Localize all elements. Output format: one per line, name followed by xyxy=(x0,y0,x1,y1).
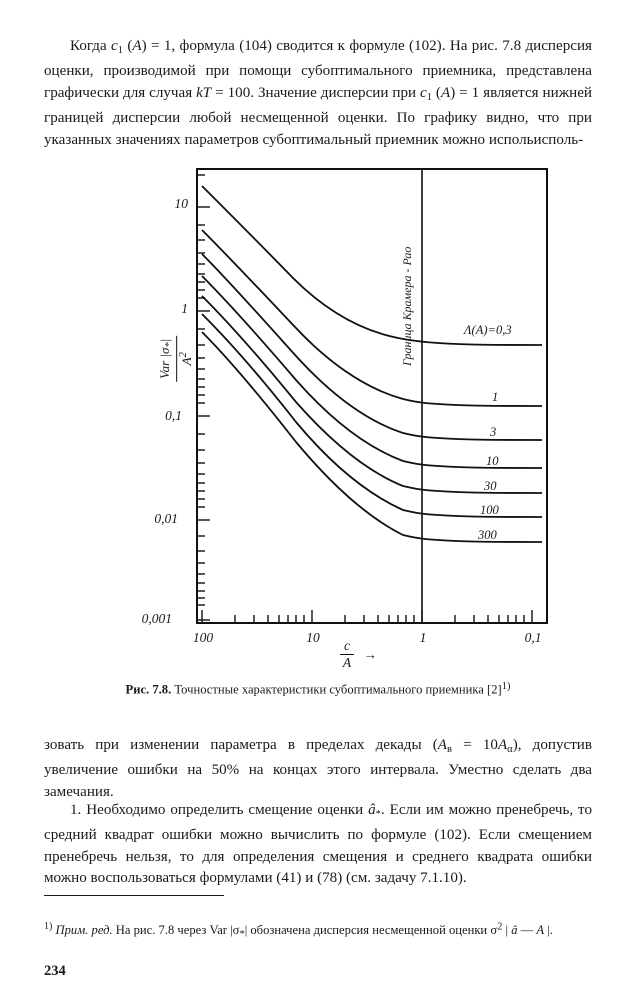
y-axis-ticks xyxy=(198,175,210,620)
y-tick-1: 1 xyxy=(181,301,188,316)
figure-caption xyxy=(52,678,584,699)
y-tick-0-1: 0,1 xyxy=(165,408,182,423)
footnote-rule xyxy=(44,895,224,896)
y-tick-0-001: 0,001 xyxy=(141,611,172,626)
figure-caption-text: Точностные характеристики субоптимального приемника [2] xyxy=(174,682,502,697)
figure-caption-footnote-marker: 1) xyxy=(501,681,511,692)
x-axis-label xyxy=(340,638,377,671)
curve-label-3: 3 xyxy=(490,425,497,439)
paragraph-top-text: Когда $c_1$ (A) = 1, формула (104) сводится к формуле (102). На рис. 7.8 дисперсия оценки, производимой при помощи субоптимального приемника, представлена графически для случая kT = 100. Значение дисперсии при $c_1$ (A) = 1 является нижней границей дисперсии любой несмещенной оценки. По графику видно, что при указанных значениях параметров субоптимальный приемник можно испольисполь- xyxy=(44,38,592,148)
paragraph-remark-1 xyxy=(44,800,592,890)
footnote-text: $^{1)}$ Прим. ред. На рис. 7.8 через Var $|\sigma_*|$ обозначена дисперсия несмещенной оценки $\sigma^2$ | â — A |. xyxy=(44,920,553,940)
curve-label-100: 100 xyxy=(480,503,499,517)
y-tick-0-01: 0,01 xyxy=(154,511,178,526)
curve-label-0-3: Λ(A)=0,3 xyxy=(464,323,512,337)
figure-7-8 xyxy=(44,168,592,668)
x-axis-arrow: → xyxy=(363,646,377,662)
x-axis-numerator: c xyxy=(340,638,354,655)
cramer-rao-label: Граница Крамера - Рао xyxy=(400,246,414,366)
footnote xyxy=(44,905,592,956)
y-tick-10: 10 xyxy=(174,196,188,211)
paragraph-remark-1-text: 1. Необходимо определить смещение оценки $â_*$. Если им можно пренебречь, то средний квадрат ошибки можно вычислить по формуле (102). Если смещением пренебречь нельзя, то для определения смещения и среднего квадрата ошибки можно воспользоваться формулами (41) и (78) (см. задачу 7.1.10). xyxy=(44,802,592,887)
curve-0-3 xyxy=(202,186,542,345)
x-tick-10: 10 xyxy=(306,630,320,645)
page-number: 234 xyxy=(44,963,66,979)
curve-label-30: 30 xyxy=(484,479,497,493)
x-axis-denominator: A xyxy=(342,655,352,670)
paragraph-top xyxy=(44,36,592,151)
y-axis-label xyxy=(157,338,195,382)
curve-label-300: 300 xyxy=(478,528,497,542)
paragraph-after-figure-text: зовать при изменении параметра в пределах декады $(A_в = 10A_\alpha)$, допустив увеличение ошибки на 50% на концах этого интервала. Уместно сделать два замечания. xyxy=(44,737,592,800)
x-tick-0-1: 0,1 xyxy=(524,630,542,645)
y-axis-denominator: $A^2$ xyxy=(178,352,194,366)
curve-1 xyxy=(202,230,542,406)
x-tick-100: 100 xyxy=(192,630,214,645)
y-axis-numerator: Var $|\sigma_*|$ xyxy=(157,336,177,382)
curve-label-1: 1 xyxy=(492,390,499,404)
figure-caption-prefix: Рис. 7.8. xyxy=(125,682,172,697)
x-tick-1: 1 xyxy=(419,630,427,645)
paragraph-after-figure xyxy=(44,735,592,803)
x-axis-ticks xyxy=(202,610,532,622)
curve-label-10: 10 xyxy=(486,454,499,468)
